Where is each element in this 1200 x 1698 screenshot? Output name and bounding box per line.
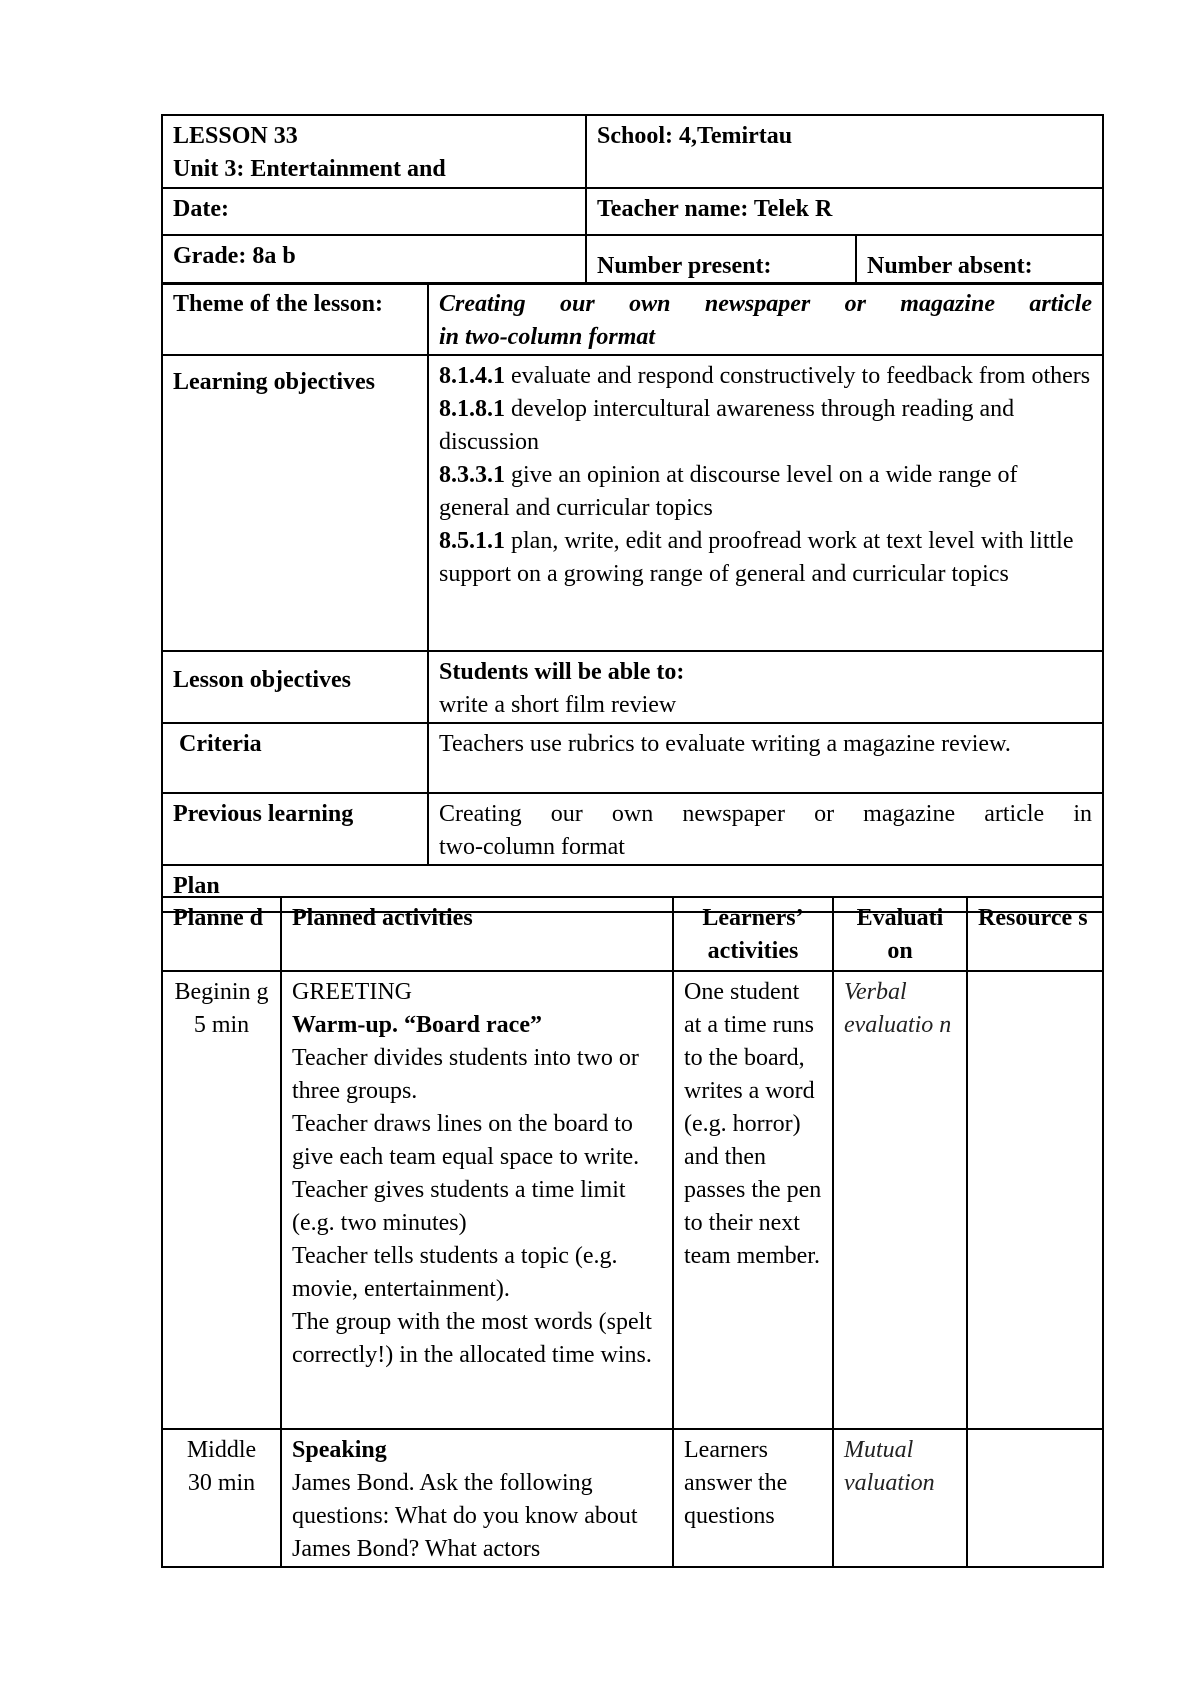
lesson-objectives-text: write a short film review xyxy=(439,692,677,718)
stage-cell xyxy=(162,1429,281,1567)
header-resources: Resource s xyxy=(967,897,1103,971)
objective-item xyxy=(439,459,1092,525)
objective-text: evaluate and respond constructively to feedback from others xyxy=(505,363,1091,389)
activities-cell xyxy=(281,1429,673,1567)
table-row xyxy=(162,1429,1103,1567)
criteria-value: Teachers use rubrics to evaluate writing a magazine review. xyxy=(428,723,1103,793)
learning-objectives-label: Learning objectives xyxy=(162,355,428,651)
number-absent-cell: Number absent: xyxy=(856,235,1103,284)
activity-line: Teacher gives students a time limit (e.g. two minutes) xyxy=(292,1177,626,1236)
activity-line: Teacher divides students into two or three groups. xyxy=(292,1045,639,1104)
activity-line: Teacher draws lines on the board to give each team equal space to write. xyxy=(292,1111,640,1170)
resources-cell xyxy=(967,1429,1103,1567)
teacher-cell: Teacher name: Telek R xyxy=(586,188,1103,235)
header-activities: Planned activities xyxy=(281,897,673,971)
objective-text: develop intercultural awareness through reading and discussion xyxy=(439,396,1015,455)
stage-name: Middle xyxy=(186,1437,257,1463)
stage-time: 5 min xyxy=(193,1012,250,1038)
stage-time: 30 min xyxy=(187,1470,256,1496)
activity-line: The group with the most words (spelt correctly!) in the allocated time wins. xyxy=(292,1309,652,1368)
theme-line-1: Creating our own newspaper or magazine article xyxy=(439,291,1092,317)
date-cell: Date: xyxy=(162,188,586,235)
objective-code: 8.1.4.1 xyxy=(439,363,505,389)
grade-cell: Grade: 8a b xyxy=(162,235,586,284)
objective-item xyxy=(439,393,1092,459)
activity-subtitle: Warm-up. “Board race” xyxy=(292,1012,542,1038)
theme-line-2: in two-column format xyxy=(439,324,656,350)
objective-text: give an opinion at discourse level on a wide range of general and curricular topics xyxy=(439,462,1018,521)
activity-line: Teacher tells students a topic (e.g. movie, entertainment). xyxy=(292,1243,618,1302)
previous-learning-line-1: Creating our own newspaper or magazine article in xyxy=(439,801,1092,827)
school-cell: School: 4,Temirtau xyxy=(586,115,1103,188)
activities-cell xyxy=(281,971,673,1429)
theme-label: Theme of the lesson: xyxy=(162,283,428,355)
learning-objectives-list xyxy=(428,355,1103,651)
number-present-cell: Number present: xyxy=(586,235,856,284)
objective-code: 8.1.8.1 xyxy=(439,396,505,422)
stage-name: Beginin g xyxy=(174,979,269,1005)
previous-learning-line-2: two-column format xyxy=(439,834,625,860)
stage-cell xyxy=(162,971,281,1429)
objective-code: 8.5.1.1 xyxy=(439,528,505,554)
previous-learning-value xyxy=(428,793,1103,865)
previous-learning-label: Previous learning xyxy=(162,793,428,865)
learners-cell: Learners answer the questions xyxy=(673,1429,833,1567)
header-learners: Learners’ activities xyxy=(673,897,833,971)
table-row xyxy=(162,971,1103,1429)
unit-title: Unit 3: Entertainment and xyxy=(173,156,446,182)
criteria-label: Criteria xyxy=(162,723,428,793)
theme-value xyxy=(428,283,1103,355)
lesson-title-cell xyxy=(162,115,586,188)
resources-cell xyxy=(967,971,1103,1429)
activity-subtitle: Speaking xyxy=(292,1437,387,1463)
objectives-table xyxy=(161,282,1104,913)
evaluation-cell: Mutual valuation xyxy=(833,1429,967,1567)
objective-text: plan, write, edit and proofread work at text level with little support on a growing range of general and curricular topics xyxy=(439,528,1074,587)
lesson-objectives-label: Lesson objectives xyxy=(162,651,428,723)
plan-label: Plan xyxy=(162,865,1103,912)
lesson-number: LESSON 33 xyxy=(173,123,298,149)
lesson-objectives-heading: Students will be able to: xyxy=(439,659,685,685)
header-table xyxy=(161,114,1104,285)
activity-title: GREETING xyxy=(292,979,412,1005)
lesson-objectives-value xyxy=(428,651,1103,723)
header-evaluation: Evaluati on xyxy=(833,897,967,971)
objective-code: 8.3.3.1 xyxy=(439,462,505,488)
plan-table xyxy=(161,896,1104,1568)
learners-cell: One student at a time runs to the board, writes a word (e.g. horror) and then passes the pen to their next team member. xyxy=(673,971,833,1429)
header-planned: Planne d xyxy=(162,897,281,971)
objective-item xyxy=(439,360,1092,393)
objective-item xyxy=(439,525,1092,591)
activity-text: James Bond. Ask the following questions: What do you know about James Bond? What actors xyxy=(292,1470,638,1562)
evaluation-cell: Verbal evaluatio n xyxy=(833,971,967,1429)
